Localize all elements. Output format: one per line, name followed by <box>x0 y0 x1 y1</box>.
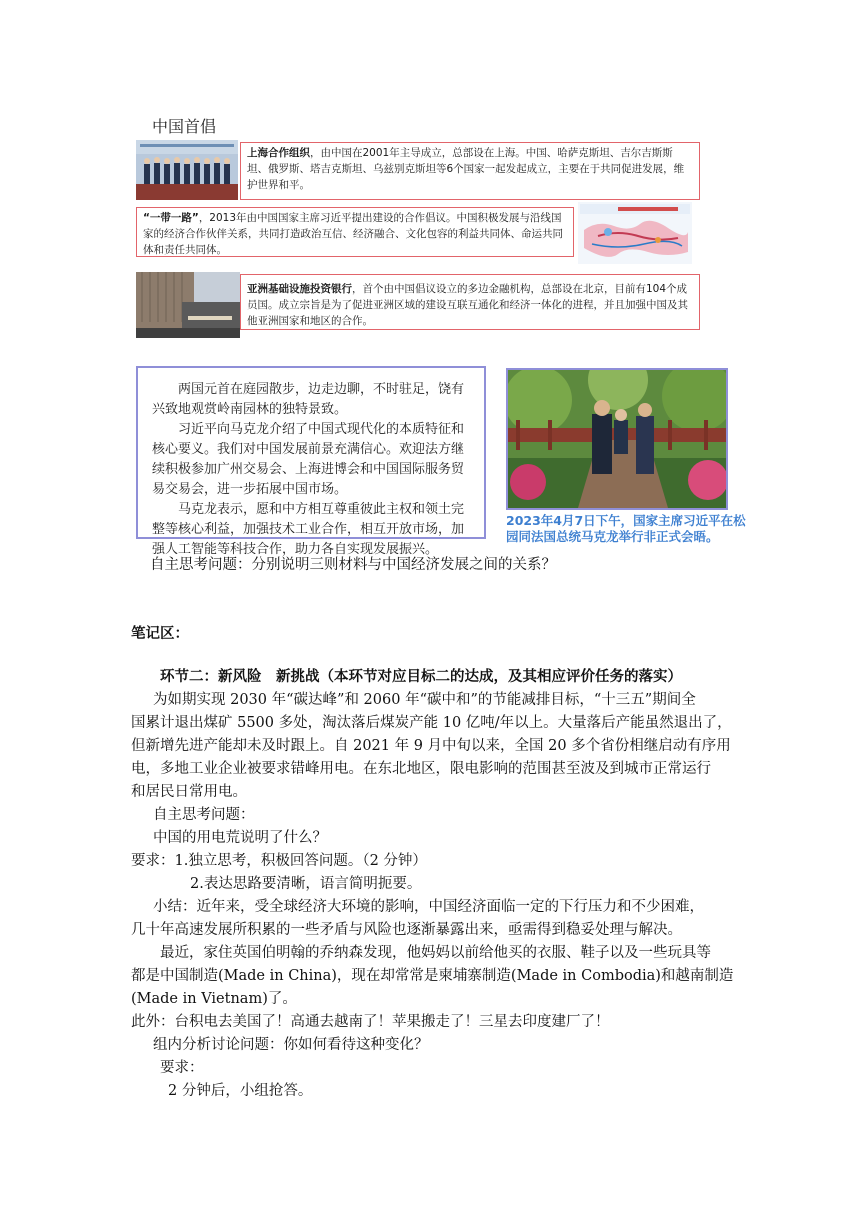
aiib-card <box>240 274 700 330</box>
meeting-photo <box>506 368 728 510</box>
paragraph-2-line-3: (Made in Vietnam)了。 <box>131 991 297 1007</box>
aiib-card-title: 亚洲基础设施投资银行 <box>247 283 352 295</box>
requirement-2: 2.表达思路要清晰，语言简明扼要。 <box>190 876 422 892</box>
paragraph-1-line-3: 但新增先进产能却未及时跟上。自 2021 年 9 月中旬以来，全国 20 多个省份相继启动有序用 <box>131 738 731 754</box>
panel-paragraph-2: 习近平向马克龙介绍了中国式现代化的本质特征和核心要义。我们对中国发展前景充满信心。欢迎法方继续积极参加广州交易会、上海进博会和中国国际服务贸易交易会，进一步拓展中国市场。 <box>152 422 465 497</box>
sco-card-text: ，由中国在2001年主导成立，总部设在上海。中国、哈萨克斯坦、吉尔吉斯斯坦、俄罗斯、塔吉克斯坦、乌兹别克斯坦等6个国家一起发起成立，主要在于共同促进发展，维护世界和平。 <box>247 147 685 191</box>
requirement-3: 2 分钟后，小组抢答。 <box>168 1083 313 1099</box>
paragraph-1-line-4: 电，多地工业企业被要求错峰用电。在东北地区，限电影响的范围甚至波及到城市正常运行 <box>131 761 711 777</box>
paragraph-1-line-2: 国累计退出煤矿 5500 多处，淘汰落后煤炭产能 10 亿吨/年以上。大量落后产能虽然退出了， <box>131 715 732 731</box>
notes-label: 笔记区： <box>131 625 189 642</box>
question-2-label: 自主思考问题： <box>153 807 255 823</box>
belt-road-map-image <box>578 202 692 264</box>
sco-summit-photo <box>136 140 238 200</box>
summary-line-1: 小结：近年来，受全球经济大环境的影响，中国经济面临一定的下行压力和不少困难， <box>153 899 704 915</box>
requirement-3-label: 要求： <box>160 1060 204 1076</box>
paragraph-3: 此外：台积电去美国了！高通去越南了！苹果搬走了！三星去印度建厂了！ <box>131 1014 610 1030</box>
question-1: 自主思考问题：分别说明三则材料与中国经济发展之间的关系？ <box>150 557 556 573</box>
belt-road-card-text: ，2013年由中国国家主席习近平提出建设的合作倡议。中国积极发展与沿线国家的经济合作伙伴关系，共同打造政治互信、经济融合、文化包容的利益共同体、命运共同体和责任共同体。 <box>143 212 563 256</box>
summary-line-2: 几十年高速发展所积累的一些矛盾与风险也逐渐暴露出来，亟需得到稳妥处理与解决。 <box>131 922 682 938</box>
belt-road-card <box>136 207 574 257</box>
sco-card-title: 上海合作组织 <box>247 147 310 159</box>
aiib-building-photo <box>136 272 240 338</box>
paragraph-1-line-5: 和居民日常用电。 <box>131 784 247 800</box>
panel-paragraph-3: 马克龙表示，愿和中方相互尊重彼此主权和领土完整等核心利益，加强技术工业合作，相互开放市场，加强人工智能等科技合作，助力各自实现发展振兴。 <box>152 502 465 557</box>
belt-road-card-title: “一带一路” <box>143 212 199 224</box>
question-2: 中国的用电荒说明了什么？ <box>153 830 327 846</box>
paragraph-1-line-1: 为如期实现 2030 年“碳达峰”和 2060 年“碳中和”的节能减排目标，“十三五”期间全 <box>153 692 696 708</box>
sco-card <box>240 142 700 200</box>
question-3: 组内分析讨论问题：你如何看待这种变化？ <box>153 1037 429 1053</box>
section-title: 中国首倡 <box>152 117 217 136</box>
panel-paragraph-1: 两国元首在庭园散步，边走边聊，不时驻足，饶有兴致地观赏岭南园林的独特景致。 <box>152 382 465 417</box>
meeting-text-panel <box>136 366 486 557</box>
paragraph-2-line-2: 都是中国制造(Made in China)，现在却常常是柬埔寨制造(Made in Combodia)和越南制造 <box>131 968 734 984</box>
section-2-heading: 环节二：新风险 新挑战（本环节对应目标二的达成，及其相应评价任务的落实） <box>160 668 682 685</box>
aiib-card-text: ，首个由中国倡议设立的多边金融机构，总部设在北京，目前有104个成员国。成立宗旨是为了促进亚洲区域的建设互联互通化和经济一体化的进程，并且加强中国及其他亚洲国家和地区的合作。 <box>247 283 688 327</box>
photo-caption: 2023年4月7日下午，国家主席习近平在松园同法国总统马克龙举行非正式会晤。 <box>506 513 746 544</box>
paragraph-2-line-1: 最近，家住英国伯明翰的乔纳森发现，他妈妈以前给他买的衣服、鞋子以及一些玩具等 <box>160 945 711 961</box>
requirement-1: 要求：1.独立思考，积极回答问题。（2 分钟） <box>131 853 427 869</box>
